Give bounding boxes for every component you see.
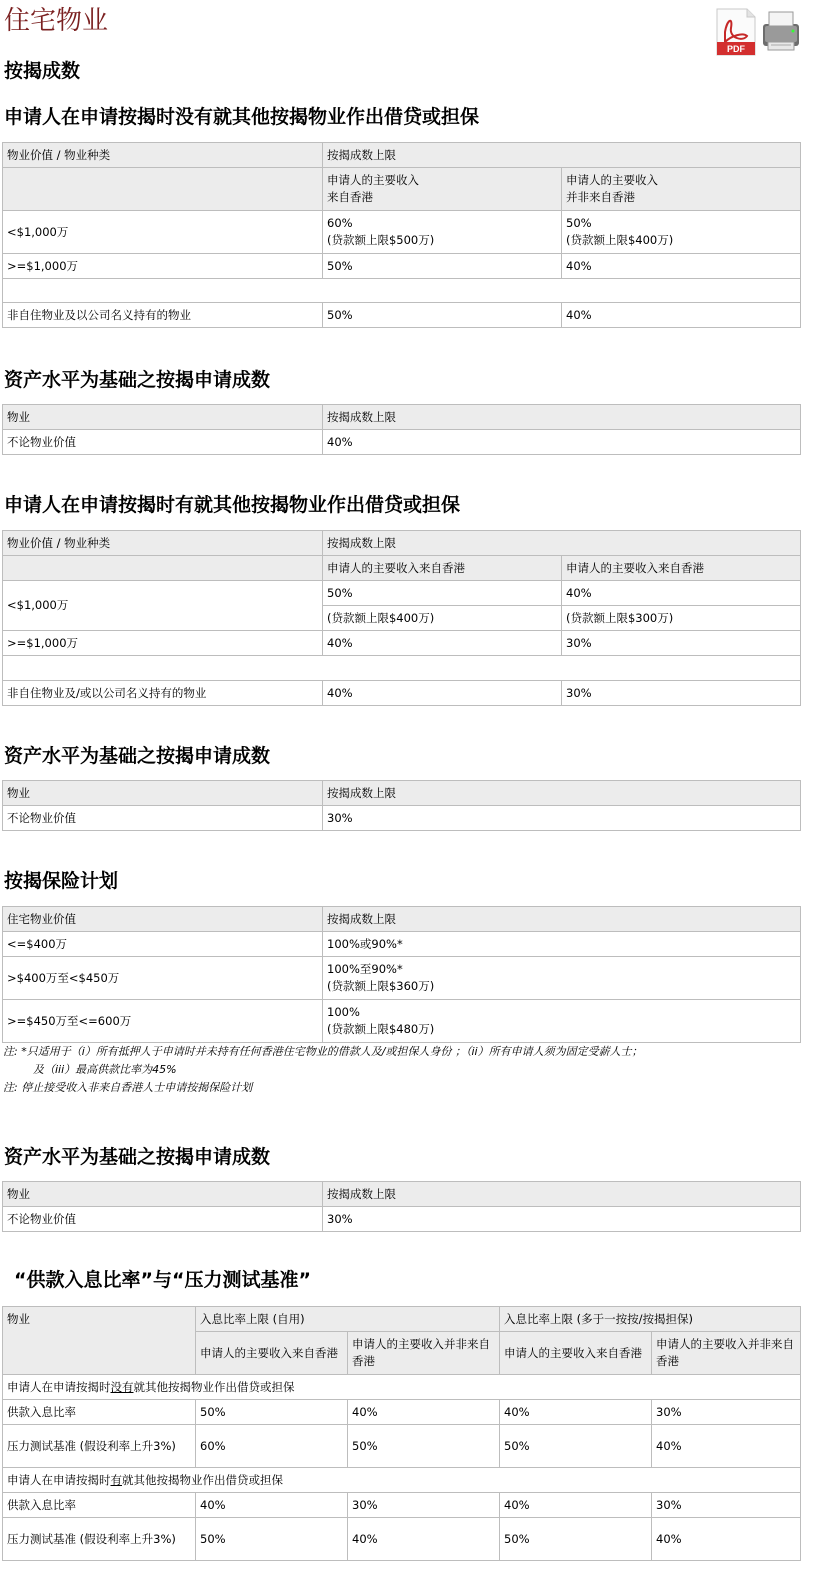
cell-value: 30% xyxy=(652,1400,801,1425)
cell-value: 50% xyxy=(323,303,562,328)
section-text: 申请人在申请按揭时 xyxy=(7,1379,111,1394)
table-row xyxy=(3,430,801,455)
footnote-line: 及（iii）最高供款比率为45% xyxy=(33,1063,177,1076)
section-text-emphasis: 没有 xyxy=(110,1379,134,1394)
row-label: >$400万至<$450万 xyxy=(3,957,323,1000)
row-label: 压力测试基准 (假设利率上升3%) xyxy=(3,1425,196,1468)
col-header-property: 物业 xyxy=(3,1182,323,1207)
footnote-line: 注: *只适用于（i）所有抵押人于申请时并未持有任何香港住宅物业的借款人及/或担保人身份 ；（ii）所有申请人须为固定受薪人士； xyxy=(3,1045,643,1058)
row-label: 非自住物业及/或以公司名义持有的物业 xyxy=(3,681,323,706)
section-heading-mortgage-insurance: 按揭保险计划 xyxy=(4,870,119,892)
col-header-property: 物业 xyxy=(3,405,323,430)
cell-value: 30% xyxy=(562,631,801,656)
col-header-dsr-multiple: 入息比率上限 (多于一按按/按揭担保) xyxy=(500,1307,801,1332)
cell-value: 60% (贷款额上限$500万) xyxy=(323,211,562,254)
ltv-table-with-other-mortgage xyxy=(2,530,801,706)
cell-value: 40% xyxy=(348,1400,500,1425)
row-label: >=$1,000万 xyxy=(3,254,323,279)
subheader-income-hk: 申请人的主要收入来自香港 xyxy=(562,556,801,581)
section-row-with-other-mortgage xyxy=(3,1468,801,1493)
page-title: 住宅物业 xyxy=(4,6,109,36)
cell-value: 60% xyxy=(196,1425,348,1468)
cell-value: 30% xyxy=(323,1207,801,1232)
cell-value: 40% xyxy=(323,631,562,656)
section-text: 就其他按揭物业作出借贷或担保 xyxy=(122,1472,283,1487)
cell-value: 100% (贷款额上限$480万) xyxy=(323,1000,801,1043)
section-heading-dsr-stress-test: “供款入息比率”与“压力测试基准” xyxy=(14,1269,311,1291)
cell-value: 30% xyxy=(348,1493,500,1518)
cell-value: 30% xyxy=(652,1493,801,1518)
spacer-row xyxy=(3,279,801,303)
cell-value: 50% xyxy=(196,1400,348,1425)
section-heading-asset-based: 资产水平为基础之按揭申请成数 xyxy=(4,369,271,391)
table-row xyxy=(3,254,801,279)
subheader-income-hk: 申请人的主要收入来自香港 xyxy=(323,556,562,581)
col-header-ltv-cap: 按揭成数上限 xyxy=(323,531,801,556)
col-header-dsr-owner-occupied: 入息比率上限 (自用) xyxy=(196,1307,500,1332)
cell-value: 30% xyxy=(562,681,801,706)
mortgage-insurance-table xyxy=(2,906,801,1043)
row-label: >=$1,000万 xyxy=(3,631,323,656)
table-row xyxy=(3,932,801,957)
table-row xyxy=(3,303,801,328)
col-header-property-value: 物业价值 / 物业种类 xyxy=(3,143,323,168)
table-row xyxy=(3,211,801,254)
table-row xyxy=(3,1000,801,1043)
col-header-ltv-cap: 按揭成数上限 xyxy=(323,1182,801,1207)
col-header-property: 物业 xyxy=(3,781,323,806)
cell-value: 50% xyxy=(196,1518,348,1561)
ltv-table-no-other-mortgage xyxy=(2,142,801,328)
section-text: 申请人在申请按揭时 xyxy=(7,1472,111,1487)
subheader-income-hk: 申请人的主要收入来自香港 xyxy=(500,1332,652,1375)
subheader-income-non-hk: 申请人的主要收入 并非来自香港 xyxy=(562,168,801,211)
ltv-heading: 按揭成数 xyxy=(4,60,81,82)
cell-value: 40% xyxy=(500,1493,652,1518)
row-label: >=$450万至<=600万 xyxy=(3,1000,323,1043)
table-row xyxy=(3,581,801,606)
section-heading-asset-based: 资产水平为基础之按揭申请成数 xyxy=(4,1146,271,1168)
cell-value: 30% xyxy=(323,806,801,831)
asset-based-table xyxy=(2,404,801,455)
cell-value: 50% xyxy=(323,254,562,279)
col-header-property: 物业 xyxy=(3,1307,196,1375)
row-label: 不论物业价值 xyxy=(3,430,323,455)
table-row xyxy=(3,957,801,1000)
cell-value: 40% xyxy=(562,581,801,606)
cell-value: 50% xyxy=(500,1425,652,1468)
subheader-income-hk: 申请人的主要收入来自香港 xyxy=(196,1332,348,1375)
table-row xyxy=(3,806,801,831)
section-heading-no-other-mortgage: 申请人在申请按揭时没有就其他按揭物业作出借贷或担保 xyxy=(4,106,480,128)
table-row xyxy=(3,1400,801,1425)
section-heading-asset-based: 资产水平为基础之按揭申请成数 xyxy=(4,745,271,767)
cell-value: 40% xyxy=(323,430,801,455)
cell-value: 50% (贷款额上限$400万) xyxy=(562,211,801,254)
section-heading-with-other-mortgage: 申请人在申请按揭时有就其他按揭物业作出借贷或担保 xyxy=(4,494,461,516)
section-row-no-other-mortgage xyxy=(3,1375,801,1400)
pdf-print-icon[interactable] xyxy=(713,6,801,58)
dsr-stress-test-table xyxy=(2,1306,801,1561)
row-label: <$1,000万 xyxy=(3,581,323,631)
subheader-income-non-hk: 申请人的主要收入并非来自香港 xyxy=(348,1332,500,1375)
section-text: 就其他按揭物业作出借贷或担保 xyxy=(133,1379,295,1394)
row-label: 不论物业价值 xyxy=(3,1207,323,1232)
subheader-income-non-hk: 申请人的主要收入并非来自香港 xyxy=(652,1332,801,1375)
cell-value: 40% xyxy=(500,1400,652,1425)
footnote-suspension: 注: 停止接受收入非来自香港人士申请按揭保险计划 xyxy=(3,1081,253,1094)
row-label: 供款入息比率 xyxy=(3,1493,196,1518)
cell-value: 50% xyxy=(348,1425,500,1468)
row-label: 非自住物业及以公司名义持有的物业 xyxy=(3,303,323,328)
cell-value: 40% xyxy=(652,1518,801,1561)
col-header-ltv-cap: 按揭成数上限 xyxy=(323,781,801,806)
header-blank-cell xyxy=(3,168,323,211)
cell-value: 100%至90%* (贷款额上限$360万) xyxy=(323,957,801,1000)
table-row xyxy=(3,1425,801,1468)
table-row xyxy=(3,1493,801,1518)
row-label: 供款入息比率 xyxy=(3,1400,196,1425)
row-label: 不论物业价值 xyxy=(3,806,323,831)
cell-value: 40% xyxy=(196,1493,348,1518)
spacer-row xyxy=(3,656,801,681)
svg-text:PDF: PDF xyxy=(727,44,745,54)
cell-value: 40% xyxy=(562,303,801,328)
cell-value: (贷款额上限$300万) xyxy=(562,606,801,631)
col-header-ltv-cap: 按揭成数上限 xyxy=(323,143,801,168)
col-header-property-value: 物业价值 / 物业种类 xyxy=(3,531,323,556)
footnote-eligibility xyxy=(3,1043,819,1097)
cell-value: 100%或90%* xyxy=(323,932,801,957)
cell-value: (贷款额上限$400万) xyxy=(323,606,562,631)
table-row xyxy=(3,631,801,656)
cell-value: 50% xyxy=(500,1518,652,1561)
cell-value: 40% xyxy=(323,681,562,706)
row-label: 压力测试基准 (假设利率上升3%) xyxy=(3,1518,196,1561)
table-row xyxy=(3,1518,801,1561)
table-row xyxy=(3,681,801,706)
cell-value: 40% xyxy=(348,1518,500,1561)
cell-value: 50% xyxy=(323,581,562,606)
col-header-property-value: 住宅物业价值 xyxy=(3,907,323,932)
subheader-income-hk: 申请人的主要收入 来自香港 xyxy=(323,168,562,211)
cell-value: 40% xyxy=(562,254,801,279)
col-header-ltv-cap: 按揭成数上限 xyxy=(323,907,801,932)
asset-based-table xyxy=(2,1181,801,1232)
header-blank-cell xyxy=(3,556,323,581)
row-label: <$1,000万 xyxy=(3,211,323,254)
section-text-emphasis: 有 xyxy=(110,1472,122,1487)
asset-based-table xyxy=(2,780,801,831)
row-label: <=$400万 xyxy=(3,932,323,957)
table-row xyxy=(3,1207,801,1232)
cell-value: 40% xyxy=(652,1425,801,1468)
col-header-ltv-cap: 按揭成数上限 xyxy=(323,405,801,430)
